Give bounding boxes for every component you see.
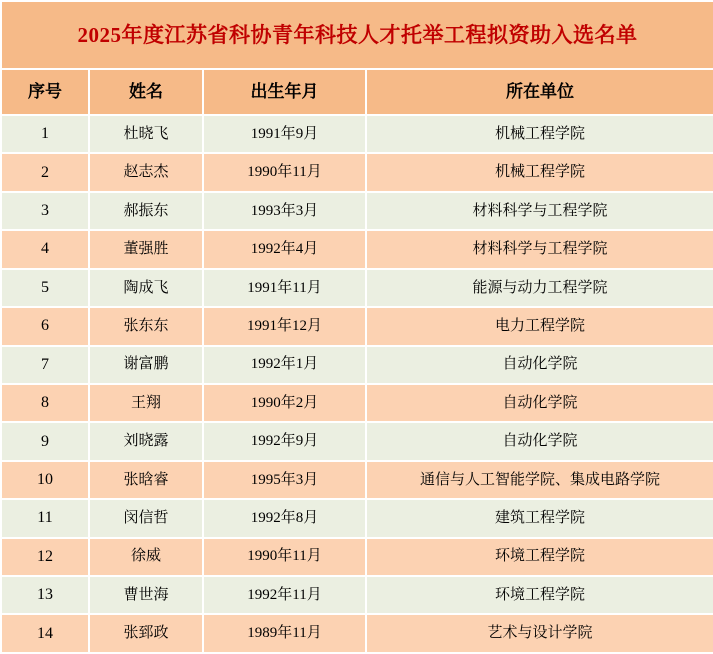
table-body	[1, 115, 713, 653]
cell-unit: 环境工程学院	[366, 576, 713, 614]
table-row	[1, 538, 713, 576]
cell-name: 陶成飞	[89, 269, 203, 307]
cell-name: 赵志杰	[89, 153, 203, 191]
column-header-index: 序号	[1, 69, 89, 115]
table-row	[1, 192, 713, 230]
column-header-unit: 所在单位	[366, 69, 713, 115]
cell-birthdate: 1989年11月	[203, 614, 366, 653]
table-row	[1, 384, 713, 422]
cell-name: 张东东	[89, 307, 203, 345]
cell-name: 闵信哲	[89, 499, 203, 537]
cell-unit: 建筑工程学院	[366, 499, 713, 537]
cell-birthdate: 1990年11月	[203, 538, 366, 576]
cell-index: 5	[1, 269, 89, 307]
cell-birthdate: 1992年11月	[203, 576, 366, 614]
cell-birthdate: 1992年9月	[203, 422, 366, 460]
table-row	[1, 499, 713, 537]
cell-name: 徐威	[89, 538, 203, 576]
cell-unit: 材料科学与工程学院	[366, 230, 713, 268]
cell-unit: 机械工程学院	[366, 115, 713, 153]
cell-name: 刘晓露	[89, 422, 203, 460]
cell-unit: 艺术与设计学院	[366, 614, 713, 653]
cell-index: 3	[1, 192, 89, 230]
table-title-row	[1, 1, 713, 69]
cell-index: 9	[1, 422, 89, 460]
cell-birthdate: 1991年9月	[203, 115, 366, 153]
table-row	[1, 461, 713, 499]
table-row	[1, 307, 713, 345]
cell-birthdate: 1990年11月	[203, 153, 366, 191]
cell-unit: 机械工程学院	[366, 153, 713, 191]
table-row	[1, 346, 713, 384]
cell-unit: 电力工程学院	[366, 307, 713, 345]
cell-birthdate: 1992年1月	[203, 346, 366, 384]
cell-index: 6	[1, 307, 89, 345]
table-row	[1, 614, 713, 653]
table-row	[1, 422, 713, 460]
cell-name: 郝振东	[89, 192, 203, 230]
cell-name: 曹世海	[89, 576, 203, 614]
cell-name: 张晗睿	[89, 461, 203, 499]
cell-birthdate: 1990年2月	[203, 384, 366, 422]
cell-name: 张郅政	[89, 614, 203, 653]
cell-index: 8	[1, 384, 89, 422]
cell-unit: 能源与动力工程学院	[366, 269, 713, 307]
cell-unit: 自动化学院	[366, 422, 713, 460]
cell-unit: 自动化学院	[366, 346, 713, 384]
cell-name: 董强胜	[89, 230, 203, 268]
cell-index: 4	[1, 230, 89, 268]
table-row	[1, 230, 713, 268]
table-row	[1, 153, 713, 191]
cell-birthdate: 1995年3月	[203, 461, 366, 499]
cell-name: 谢富鹏	[89, 346, 203, 384]
cell-unit: 环境工程学院	[366, 538, 713, 576]
cell-unit: 自动化学院	[366, 384, 713, 422]
column-header-birthdate: 出生年月	[203, 69, 366, 115]
cell-birthdate: 1993年3月	[203, 192, 366, 230]
cell-birthdate: 1991年12月	[203, 307, 366, 345]
table-header-row	[1, 69, 713, 115]
cell-unit: 通信与人工智能学院、集成电路学院	[366, 461, 713, 499]
table-row	[1, 576, 713, 614]
page-title: 2025年度江苏省科协青年科技人才托举工程拟资助入选名单	[1, 1, 713, 69]
cell-birthdate: 1991年11月	[203, 269, 366, 307]
cell-index: 14	[1, 614, 89, 653]
cell-index: 11	[1, 499, 89, 537]
cell-index: 13	[1, 576, 89, 614]
cell-index: 12	[1, 538, 89, 576]
cell-index: 1	[1, 115, 89, 153]
cell-index: 2	[1, 153, 89, 191]
cell-name: 王翔	[89, 384, 203, 422]
cell-name: 杜晓飞	[89, 115, 203, 153]
column-header-name: 姓名	[89, 69, 203, 115]
table-row	[1, 115, 713, 153]
cell-unit: 材料科学与工程学院	[366, 192, 713, 230]
cell-birthdate: 1992年8月	[203, 499, 366, 537]
cell-index: 7	[1, 346, 89, 384]
cell-birthdate: 1992年4月	[203, 230, 366, 268]
cell-index: 10	[1, 461, 89, 499]
table-row	[1, 269, 713, 307]
